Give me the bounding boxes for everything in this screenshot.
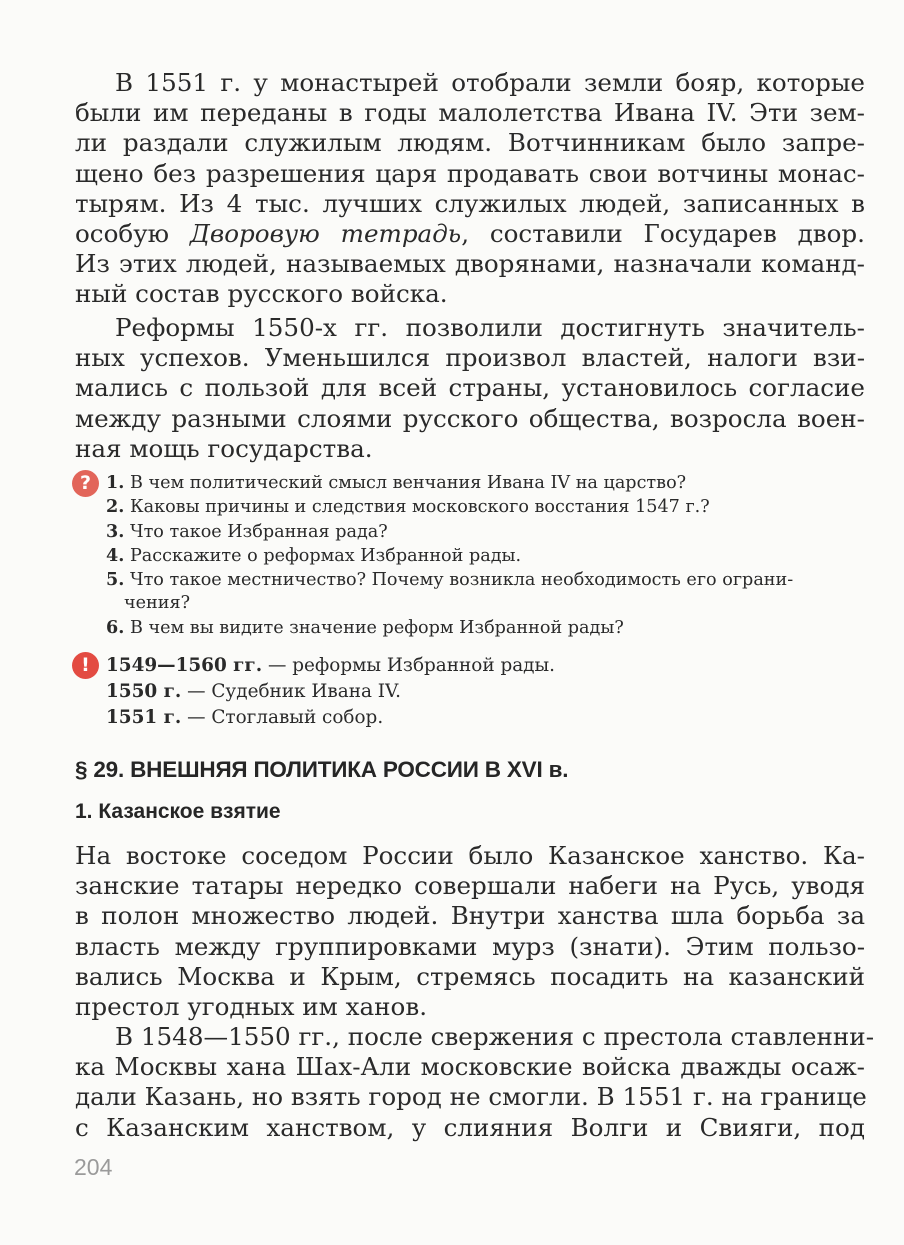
text-line: мались с пользой для всей страны, установилось согласие <box>75 373 865 403</box>
date-item: 1549—1560 гг. — реформы Избранной рады. <box>106 655 555 676</box>
paragraph-kazan-sieges <box>75 1022 875 1143</box>
date-list <box>106 653 555 731</box>
text-line: в полон множество людей. Внутри ханства шла борьба за <box>75 901 865 931</box>
question-item: 2. Каковы причины и следствия московского восстания 1547 г.? <box>106 496 710 518</box>
text-line: вались Москва и Крым, стремясь посадить на казанский <box>75 961 865 991</box>
text-line: с Казанским ханством, у слияния Волги и Свияги, под <box>75 1112 865 1142</box>
text-line: ная мощь государства. <box>75 433 373 463</box>
paragraph-reform-results <box>75 313 865 464</box>
text-line: дали Казань, но взять город не смогли. В 1551 г. на границе <box>75 1082 867 1112</box>
question-item: 3. Что такое Избранная рада? <box>106 520 388 542</box>
text-line: В 1551 г. у монастырей отобрали земли бояр, которые <box>115 68 865 97</box>
text-line: были им переданы в годы малолетства Ивана IV. Эти зем- <box>75 98 865 128</box>
question-item: 5. Что такое местничество? Почему возникла необходимость его ограни- чения? <box>106 569 794 614</box>
text-line: между разными слоями русского общества, возросла воен- <box>75 403 865 433</box>
question-list <box>106 471 793 640</box>
text-line: власть между группировками мурз (знати). Этим пользо- <box>75 931 865 961</box>
italic-term: Дворовую тетрадь <box>189 219 462 249</box>
text-line: ный состав русского войска. <box>75 279 448 309</box>
date-item: 1551 г. — Стоглавый собор. <box>106 707 384 728</box>
text-line: Реформы 1550-х гг. позволили достигнуть значитель- <box>115 313 865 342</box>
text-line: занские татары нередко совершали набеги на Русь, уводя <box>75 871 865 901</box>
exclamation-icon: ! <box>72 652 99 679</box>
text-line: престол угодных им ханов. <box>75 992 428 1022</box>
paragraph-land-reform <box>75 68 865 310</box>
text-line: Из этих людей, называемых дворянами, назначали команд- <box>75 249 865 279</box>
text-line: ных успехов. Уменьшился произвол властей, налоги взи- <box>75 343 865 373</box>
paragraph-kazan-khanate <box>75 841 865 1022</box>
text-line: щено без разрешения царя продавать свои вотчины монас- <box>75 158 865 188</box>
subsection-title: 1. Казанское взятие <box>75 800 281 823</box>
question-item: 4. Расскажите о реформах Избранной рады. <box>106 544 522 566</box>
text-line: особую Дворовую тетрадь, составили Государев двор. <box>75 219 865 249</box>
page-number: 204 <box>74 1154 113 1180</box>
question-mark-icon: ? <box>72 470 99 497</box>
question-item: 6. В чем вы видите значение реформ Избранной рады? <box>106 616 624 638</box>
date-item: 1550 г. — Судебник Ивана IV. <box>106 681 401 702</box>
text-line: ка Москвы хана Шах-Али московские войска дважды осаж- <box>75 1052 865 1082</box>
question-item: 1. В чем политический смысл венчания Ивана IV на царство? <box>106 472 687 493</box>
text-line: На востоке соседом России было Казанское ханство. Ка- <box>75 841 865 870</box>
text-line: В 1548—1550 гг., после свержения с престола ставленни- <box>115 1022 875 1051</box>
text-line: тырям. Из 4 тыс. лучших служилых людей, записанных в <box>75 188 865 218</box>
text-line: ли раздали служилым людям. Вотчинникам было запре- <box>75 128 865 158</box>
section-title: § 29. ВНЕШНЯЯ ПОЛИТИКА РОССИИ В XVI в. <box>75 757 569 782</box>
